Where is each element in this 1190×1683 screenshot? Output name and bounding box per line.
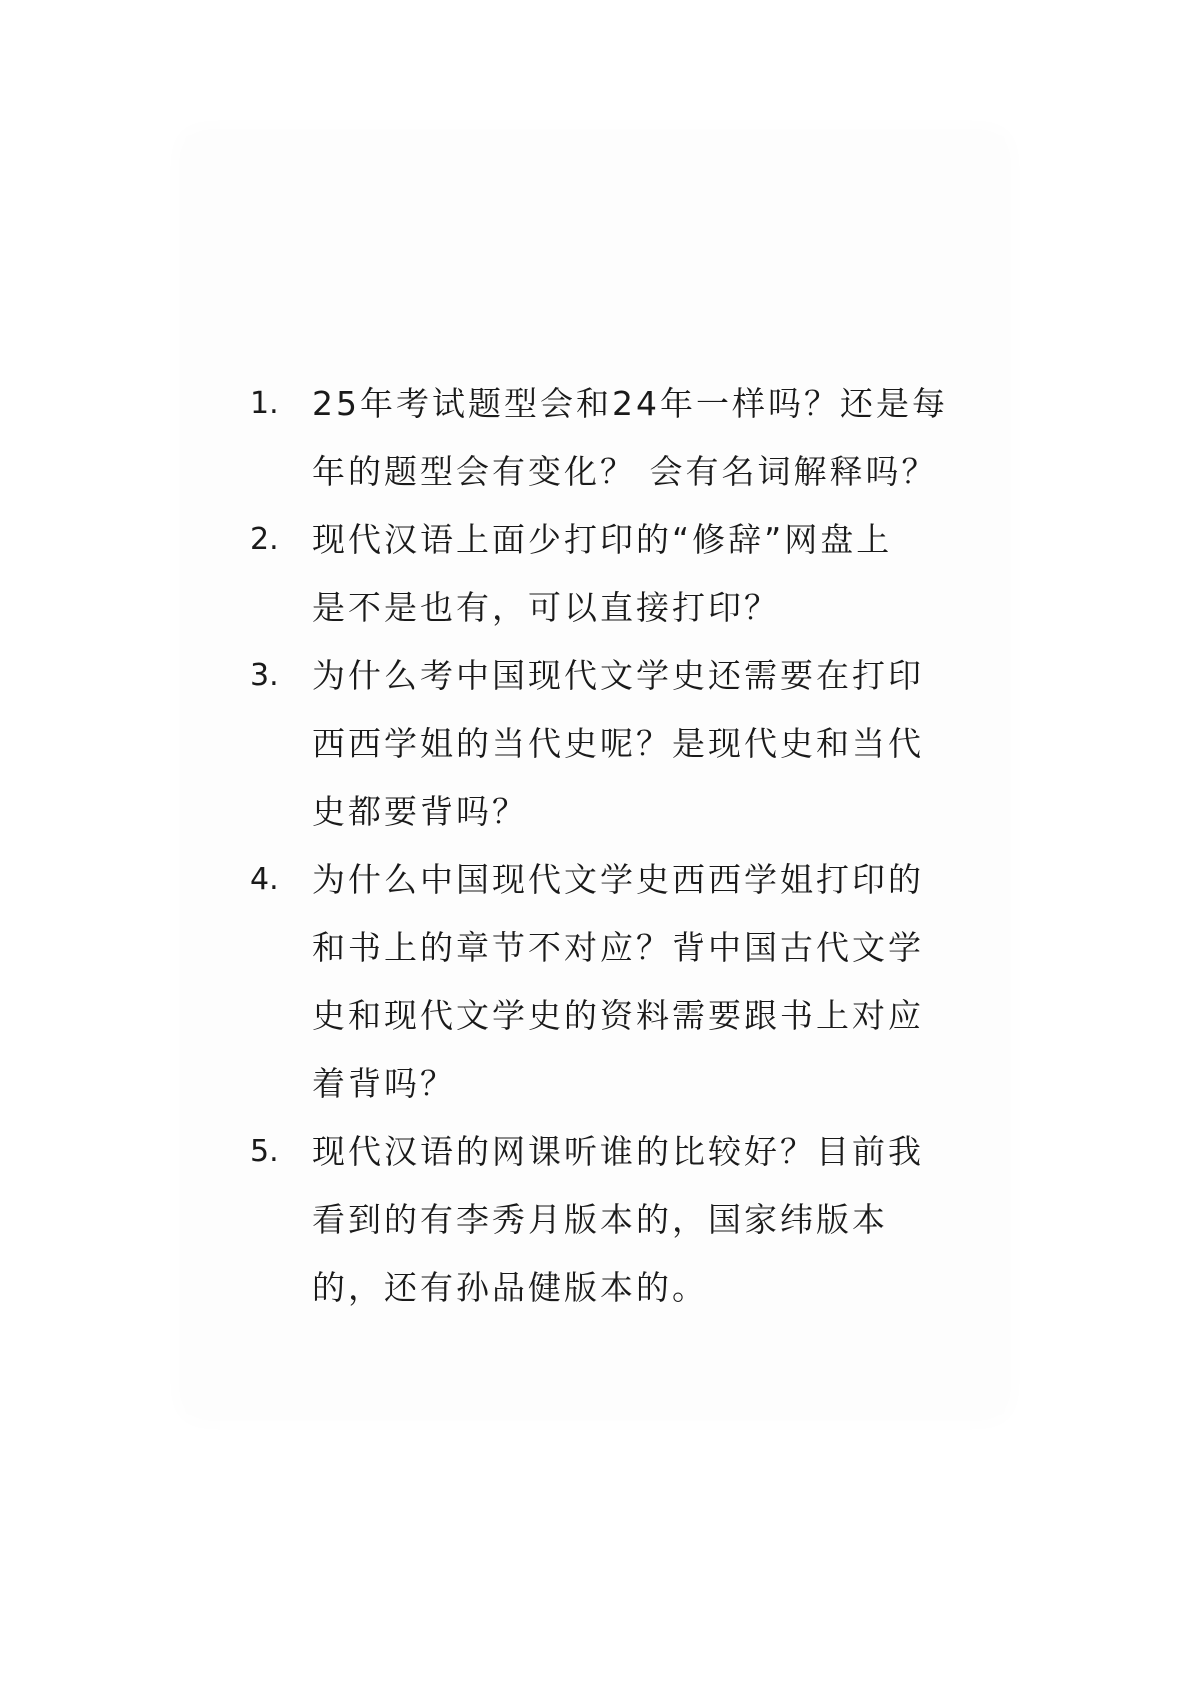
question-item-1: [250, 370, 970, 506]
question-text-line: 年的题型会有变化？ 会有名词解释吗？: [312, 452, 938, 491]
question-text-line: 为什么考中国现代文学史还需要在打印: [312, 656, 924, 695]
question-item-2: [250, 506, 970, 642]
question-text-line: 为什么中国现代文学史西西学姐打印的: [312, 860, 924, 899]
question-list: [250, 370, 970, 1322]
question-text-line: 现代汉语上面少打印的“修辞”网盘上: [312, 520, 893, 559]
question-text-line: 和书上的章节不对应？背中国古代文学: [312, 928, 924, 967]
question-text-line: 的，还有孙品健版本的。: [312, 1268, 708, 1307]
question-number: 4.: [250, 862, 279, 897]
question-item-3: [250, 642, 970, 846]
question-number: 3.: [250, 658, 279, 693]
question-text-line: 史和现代文学史的资料需要跟书上对应: [312, 996, 924, 1035]
question-text-line: 西西学姐的当代史呢？是现代史和当代: [312, 724, 924, 763]
question-text-line: 着背吗？: [312, 1064, 456, 1103]
question-text-line: 现代汉语的网课听谁的比较好？目前我: [312, 1132, 924, 1171]
question-number: 1.: [250, 386, 279, 421]
question-text-line: 是不是也有，可以直接打印？: [312, 588, 780, 627]
question-text-line: 看到的有李秀月版本的，国家纬版本: [312, 1200, 888, 1239]
question-number: 2.: [250, 522, 279, 557]
question-item-4: [250, 846, 970, 1118]
question-number: 5.: [250, 1134, 279, 1169]
question-text-line: 25年考试题型会和24年一样吗？还是每: [312, 384, 948, 423]
question-text-line: 史都要背吗？: [312, 792, 528, 831]
question-item-5: [250, 1118, 970, 1322]
